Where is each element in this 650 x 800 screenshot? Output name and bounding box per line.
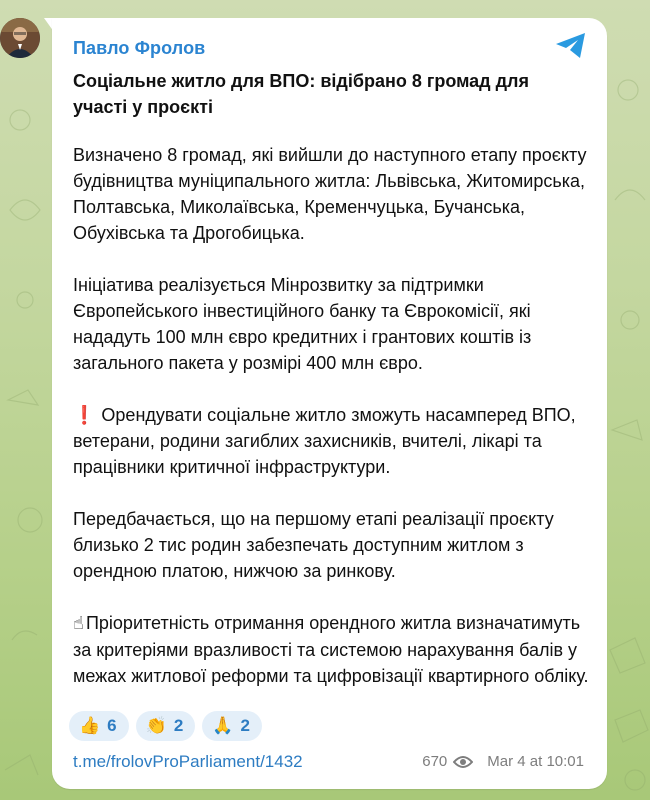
paragraph-priority — [73, 610, 598, 689]
view-count: 670 — [422, 753, 448, 770]
reaction-count: 2 — [240, 716, 250, 735]
author-avatar[interactable] — [0, 18, 40, 58]
paragraph-first-stage: Передбачається, що на першому етапі реалізації проєкту близько 2 тис родин забезпечать доступним житлом з орендною платою, нижчою за ринкову. — [73, 509, 554, 581]
paragraph-funding: Ініціатива реалізується Мінрозвитку за підтримки Європейського інвестиційного банку та Єврокомісії, які нададуть 100 млн євро кредитних і грантових коштів із загального пакета у розмірі 400 млн євро. — [73, 275, 532, 373]
paragraph-eligibility-text: Орендувати соціальне житло зможуть насамперед ВПО, ветерани, родини загиблих захисників, вчителі, лікарі та працівники критичної інфраструктури. — [73, 405, 576, 477]
reaction-thumbs-up[interactable] — [69, 711, 129, 741]
post-title: Соціальне житло для ВПО: відібрано 8 громад для участі у проєкті — [73, 71, 529, 117]
post-body — [73, 142, 598, 715]
exclamation-icon: ❗ — [73, 405, 96, 425]
message-bubble — [52, 18, 607, 789]
post-timestamp: Mar 4 at 10:01 — [487, 753, 584, 770]
post-link[interactable]: t.me/frolovProParliament/1432 — [73, 752, 303, 771]
author-name[interactable]: Павло Фролов — [73, 38, 206, 58]
reaction-folded-hands[interactable] — [202, 711, 262, 741]
pointing-finger-icon: ☝ — [73, 613, 84, 634]
eye-icon — [453, 755, 473, 769]
reaction-clapping-hands[interactable] — [136, 711, 196, 741]
post-meta — [422, 753, 584, 770]
paragraph-communities: Визначено 8 громад, які вийшли до наступного етапу проєкту будівництва муніципального житла: Львівська, Житомирська, Полтавська, Миколаївська, Кременчуцька, Бучанська, Обухівська та Дрогобицька. — [73, 145, 587, 243]
reactions-bar — [69, 711, 262, 741]
reaction-count: 6 — [107, 716, 117, 735]
paragraph-eligibility — [73, 402, 598, 480]
avatar-photo-icon — [0, 18, 40, 58]
folded-hands-icon: 🙏 — [212, 715, 234, 736]
reaction-count: 2 — [173, 716, 184, 735]
telegram-share-icon[interactable] — [555, 32, 587, 60]
clapping-hands-icon: 👏 — [145, 715, 167, 736]
thumbs-up-icon: 👍 — [79, 715, 101, 736]
paragraph-priority-text: Пріоритетність отримання орендного житла визначатимуть за критеріями вразливості та системою нарахування балів у межах житлової реформи та цифровізації квартирного обліку. — [73, 613, 589, 686]
